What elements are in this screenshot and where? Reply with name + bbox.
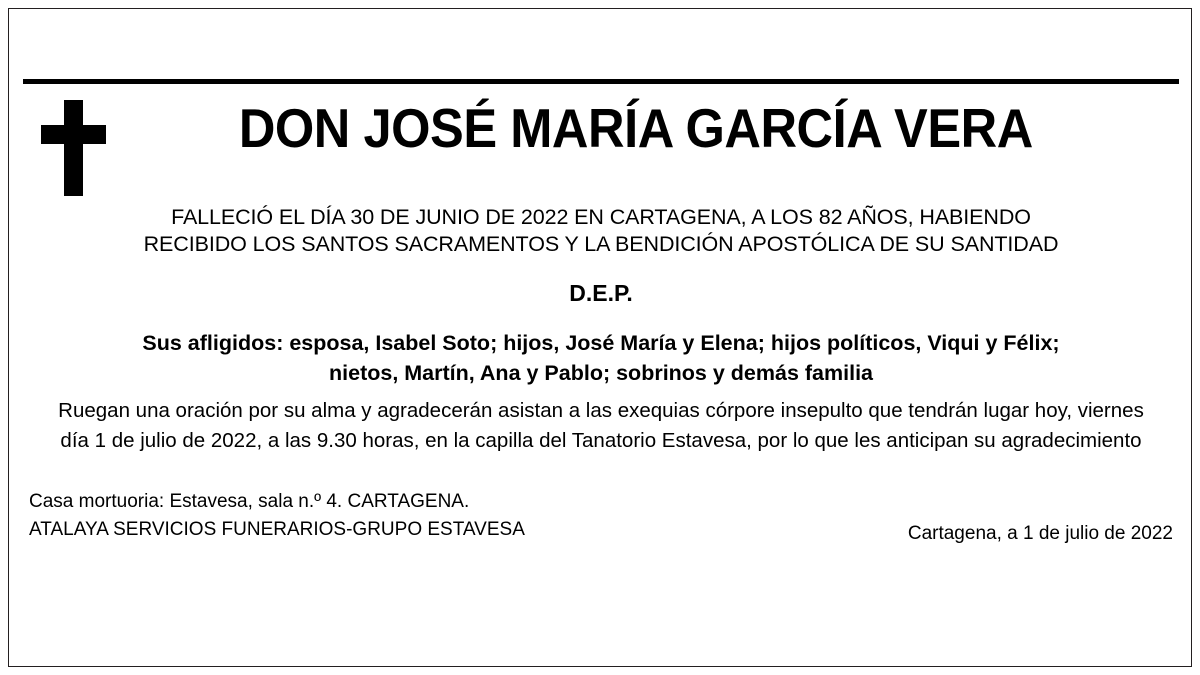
- death-details-line-2: RECIBIDO LOS SANTOS SACRAMENTOS Y LA BENDICIÓN APOSTÓLICA DE SU SANTIDAD: [143, 232, 1059, 256]
- notice-content: [23, 79, 1179, 548]
- death-details-line-1: FALLECIÓ EL DÍA 30 DE JUNIO DE 2022 EN CARTAGENA, A LOS 82 AÑOS, HABIENDO: [171, 205, 1031, 229]
- rest-in-peace-abbreviation: D.E.P.: [569, 280, 633, 306]
- mortuary-house: Casa mortuoria: Estavesa, sala n.º 4. CARTAGENA.: [29, 491, 470, 512]
- headline-row: [23, 98, 1179, 196]
- mourners-list: [23, 328, 1179, 388]
- prayer-line-1: Ruegan una oración por su alma y agradecerán asistan a las exequias córpore insepulto que tendrán lugar hoy, viernes: [58, 399, 1144, 422]
- funeral-service-provider: ATALAYA SERVICIOS FUNERARIOS-GRUPO ESTAVESA: [29, 519, 525, 540]
- death-details: [23, 204, 1179, 258]
- latin-cross-icon: [37, 100, 111, 196]
- prayer-request: [23, 396, 1179, 456]
- notice-border-frame: [8, 8, 1192, 667]
- place-and-date: Cartagena, a 1 de julio de 2022: [907, 523, 1173, 544]
- mourners-line-2: nietos, Martín, Ana y Pablo; sobrinos y demás familia: [329, 361, 873, 385]
- top-rule-divider: [23, 79, 1179, 84]
- cross-horizontal-bar: [41, 125, 106, 144]
- notice-footer: [23, 488, 1179, 548]
- cross-vertical-bar: [64, 100, 83, 196]
- deceased-name: DON JOSÉ MARÍA GARCÍA VERA: [238, 97, 1033, 159]
- prayer-line-2: día 1 de julio de 2022, a las 9.30 horas, en la capilla del Tanatorio Estavesa, por lo que les anticipan su agradecimiento: [60, 429, 1142, 452]
- mourners-line-1: Sus afligidos: esposa, Isabel Soto; hijos, José María y Elena; hijos políticos, Viqui y Félix;: [142, 331, 1060, 355]
